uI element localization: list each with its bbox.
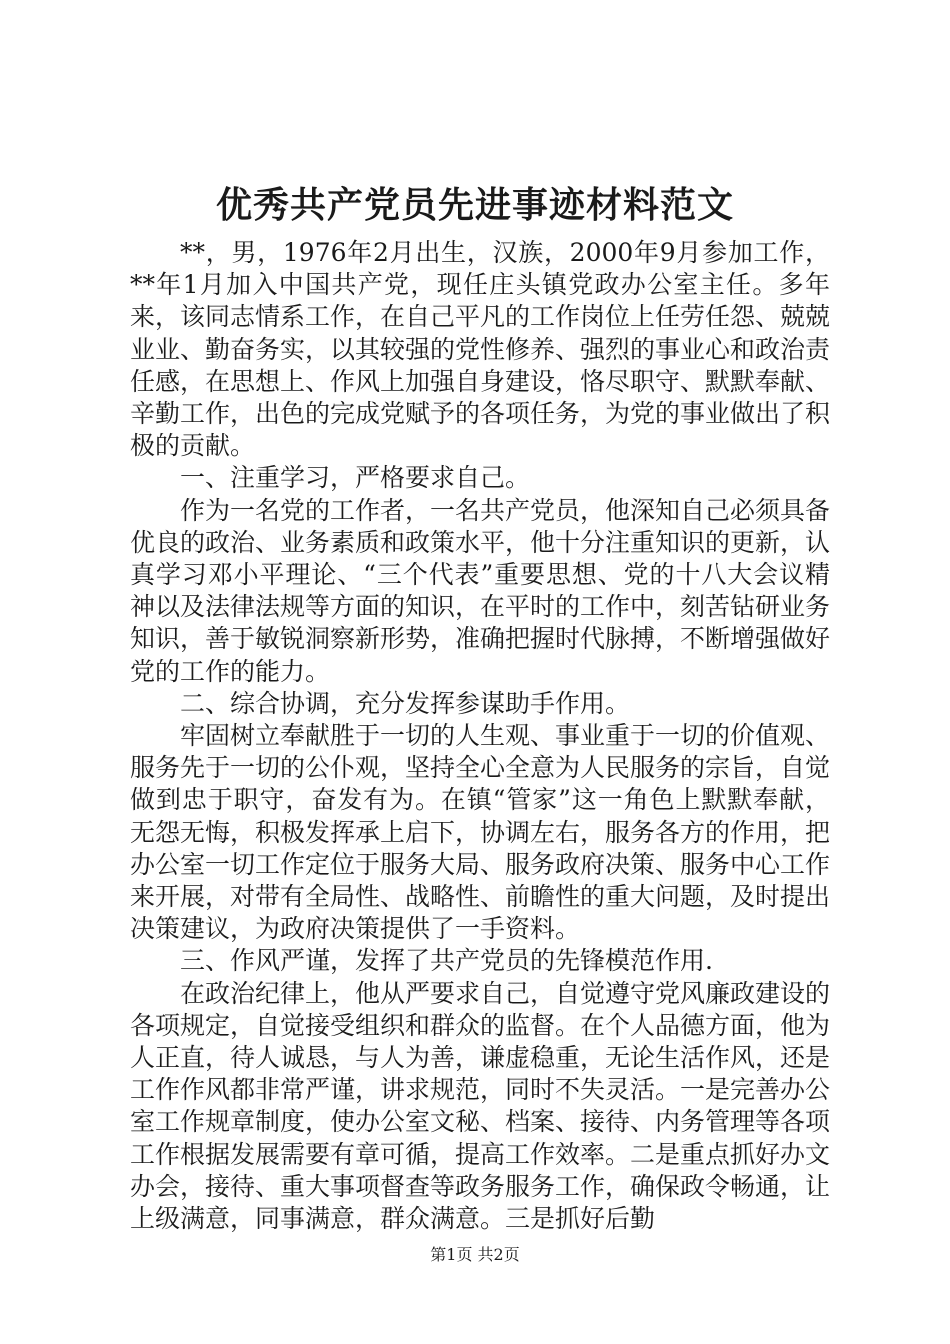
- paragraph-section-3: 在政治纪律上，他从严要求自己，自觉遵守党风廉政建设的各项规定，自觉接受组织和群众的监督。在个人品德方面，他为人正直，待人诚恳，与人为善，谦虚稳重，无论生活作风，还是工作作风都非常严谨，讲求规范，同时不失灵活。一是完善办公室工作规章制度，使办公室文秘、档案、接待、内务管理等各项工作根据发展需要有章可循，提高工作效率。二是重点抓好办文办会，接待、重大事项督查等政务服务工作，确保政令畅通，让上级满意，同事满意，群众满意。三是抓好后勤: [130, 978, 831, 1234]
- paragraph-section-1: 作为一名党的工作者，一名共产党员，他深知自己必须具备优良的政治、业务素质和政策水平，他十分注重知识的更新，认真学习邓小平理论、“三个代表”重要思想、党的十八大会议精神以及法律法规等方面的知识，在平时的工作中，刻苦钻研业务知识，善于敏锐洞察新形势，准确把握时代脉搏，不断增强做好党的工作的能力。: [130, 495, 831, 686]
- document-title: 优秀共产党员先进事迹材料范文: [215, 184, 734, 226]
- page-number-footer: 第1页 共2页: [430, 1245, 520, 1264]
- section-heading-2: 二、综合协调，充分发挥参谋助手作用。: [180, 688, 631, 718]
- paragraph-section-2: 牢固树立奉献胜于一切的人生观、事业重于一切的价值观、服务先于一切的公仆观，坚持全心全意为人民服务的宗旨，自觉做到忠于职守，奋发有为。在镇“管家”这一角色上默默奉献，无怨无悔，积极发挥承上启下，协调左右，服务各方的作用，把办公室一切工作定位于服务大局、服务政府决策、服务中心工作来开展，对带有全局性、战略性、前瞻性的重大问题，及时提出决策建议，为政府决策提供了一手资料。: [130, 721, 831, 944]
- section-heading-1: 一、注重学习，严格要求自己。: [180, 463, 531, 493]
- paragraph-intro: **，男，1976年2月出生，汉族，2000年9月参加工作，**年1月加入中国共产党，现任庄头镇党政办公室主任。多年来，该同志情系工作，在自己平凡的工作岗位上任劳任怨、兢兢业业、勤奋务实，以其较强的党性修养、强烈的事业心和政治责任感，在思想上、作风上加强自身建设，恪尽职守、默默奉献、辛勤工作，出色的完成党赋予的各项任务，为党的事业做出了积极的贡献。: [130, 238, 831, 461]
- section-heading-3: 三、作风严谨，发挥了共产党员的先锋模范作用.: [180, 946, 713, 976]
- document-body: [130, 237, 830, 1235]
